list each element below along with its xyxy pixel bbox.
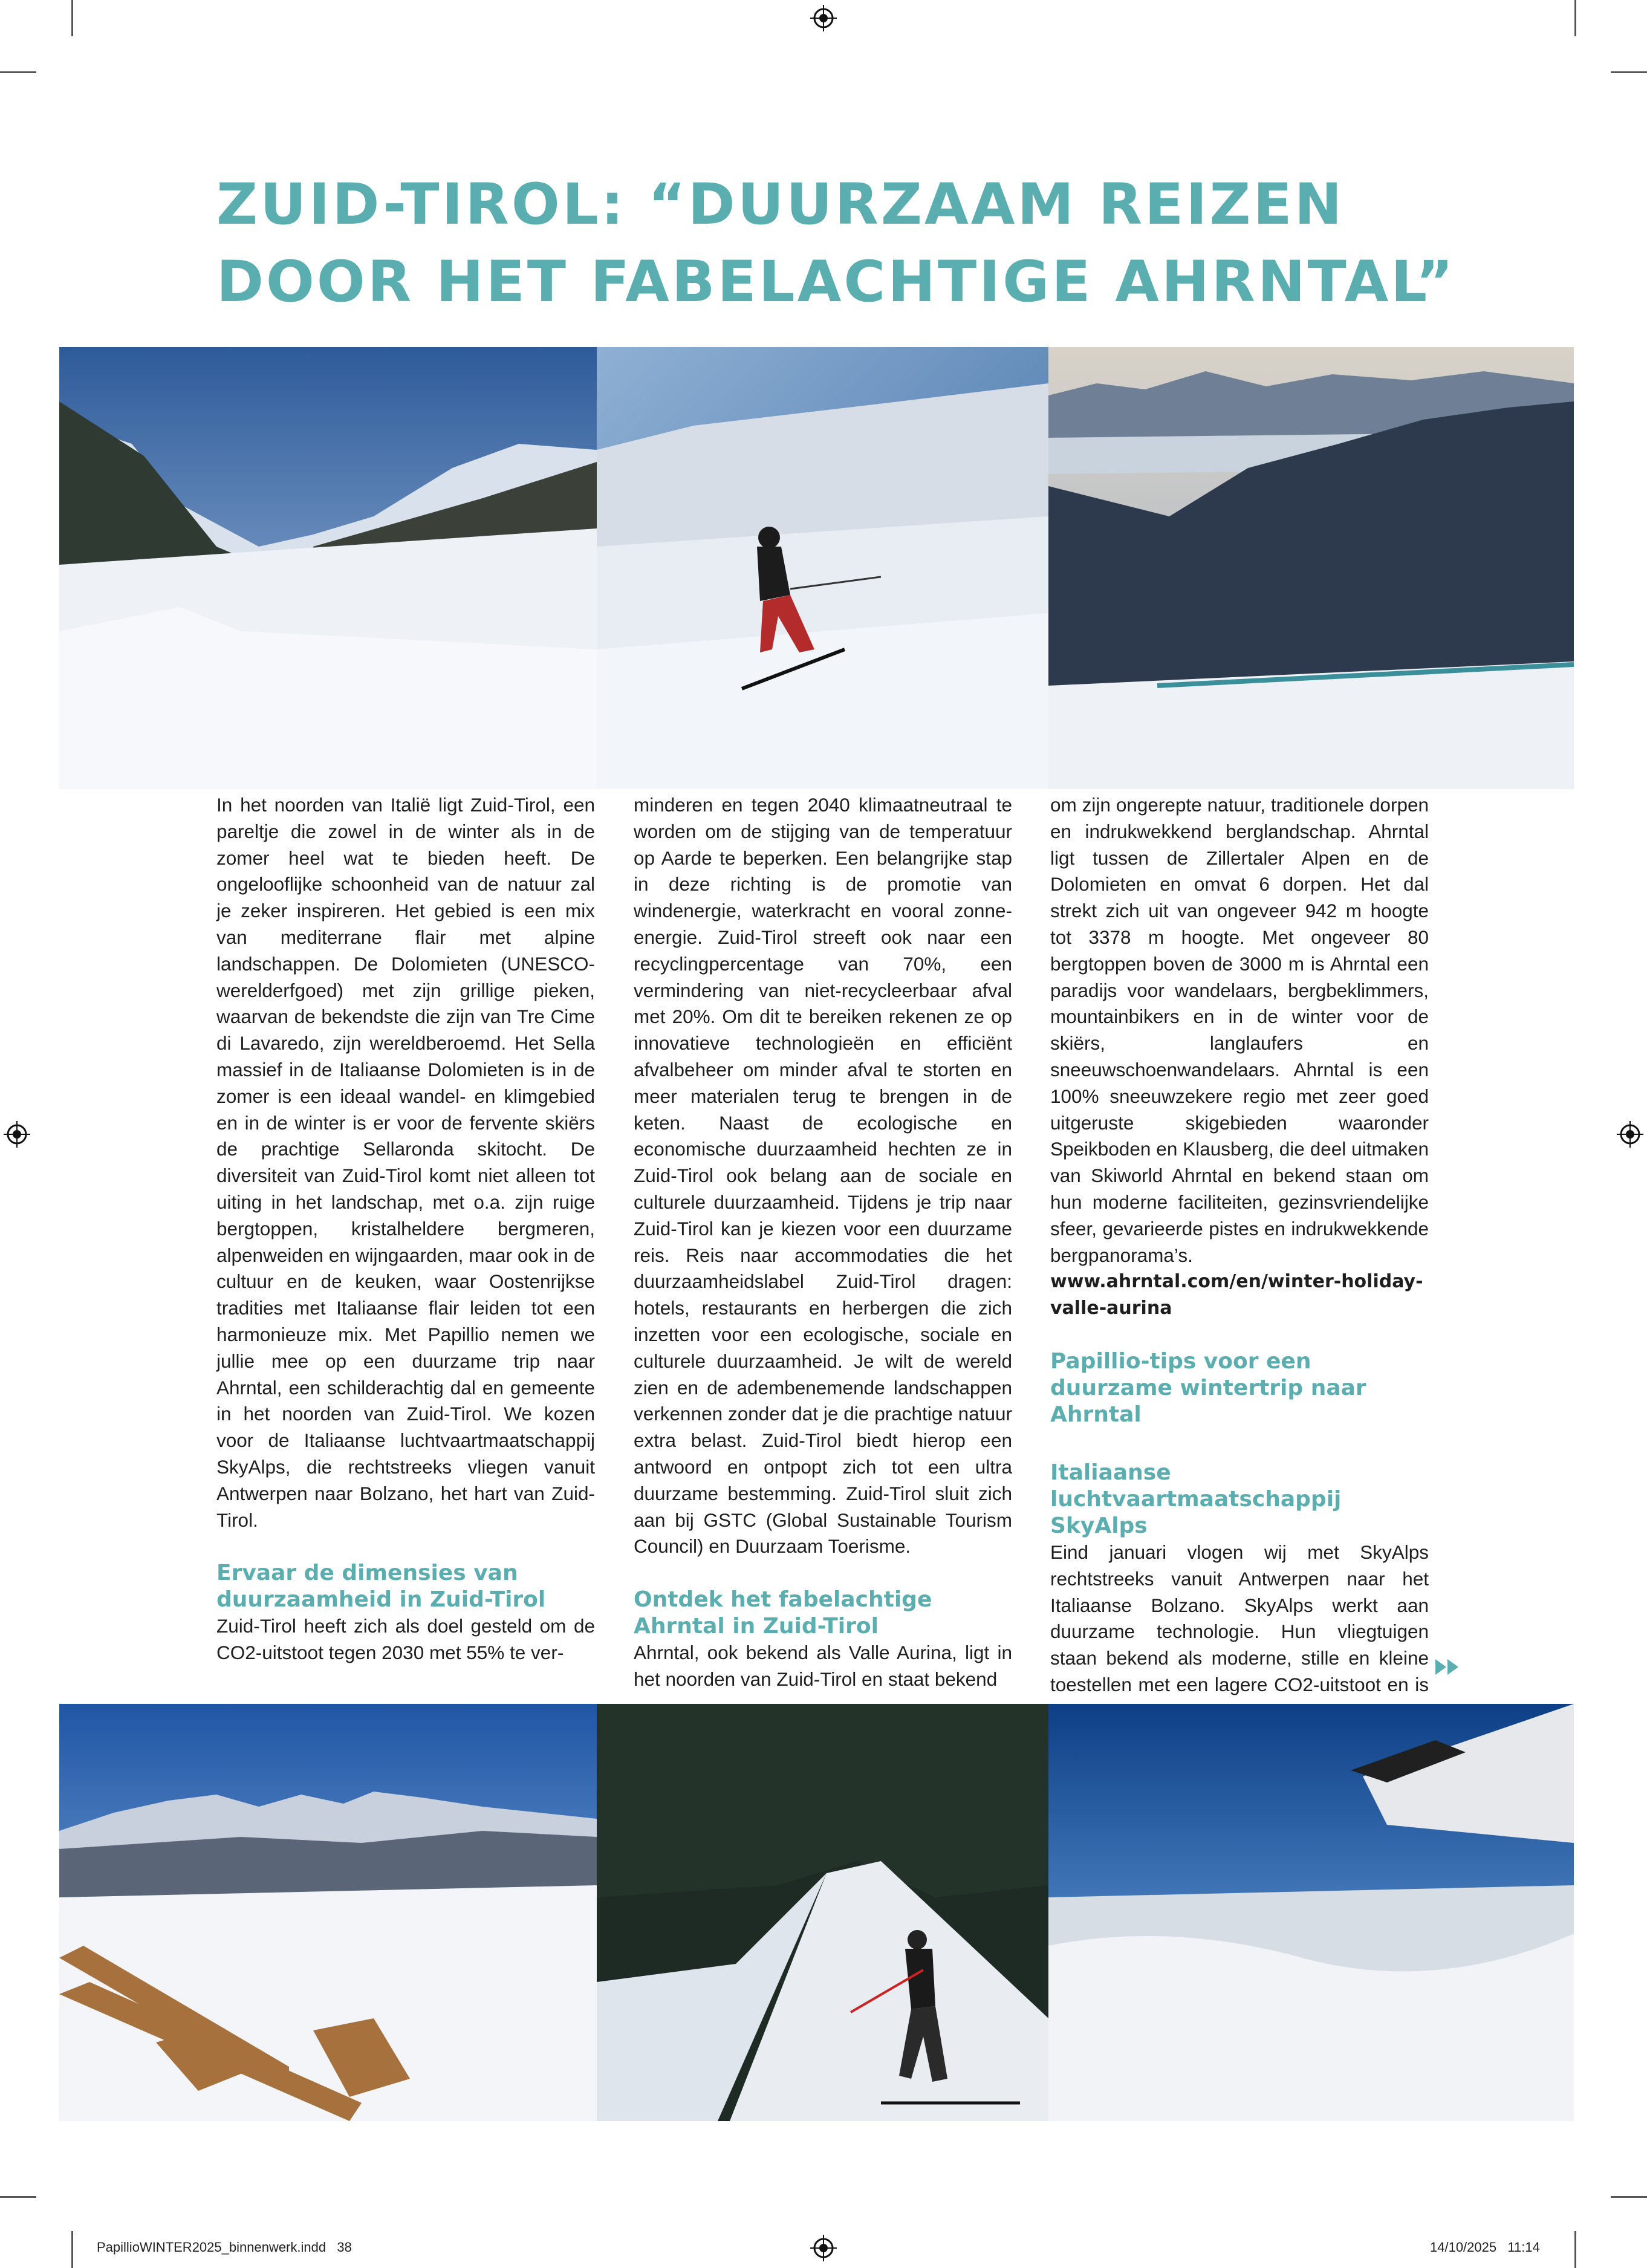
photo-wooden-loungers-on-snow: [59, 1704, 597, 2121]
crop-mark: [0, 71, 36, 73]
footer-file-info: PapillioWINTER2025_binnenwerk.indd 38: [97, 2240, 352, 2255]
text-column-1: [216, 792, 595, 1666]
crop-mark: [1574, 0, 1576, 36]
body-paragraph: Ahrntal, ook bekend als Valle Aurina, ligt in het noorden van Zuid-Tirol en staat bekend: [634, 1642, 1012, 1690]
article-title-line-1: ZUID-TIROL: “DUURZAAM REIZEN: [216, 172, 1345, 238]
crop-mark: [1611, 2196, 1647, 2198]
photo-airplane-wing-above-clouds: [1048, 1704, 1574, 2121]
registration-mark-icon: [810, 5, 837, 31]
double-arrow-right-icon: [1435, 1659, 1460, 1675]
registration-mark-icon: [810, 2235, 837, 2261]
photo-mountain-panorama: [1048, 347, 1574, 789]
registration-mark-icon: [4, 1121, 30, 1148]
crop-mark: [1574, 2231, 1576, 2268]
footer-timestamp: 14/10/2025 11:14: [1430, 2240, 1540, 2255]
crop-mark: [71, 2231, 73, 2268]
section-heading-tips: Papillio-tips voor een duurzame wintertrip naar Ahrntal: [1050, 1348, 1366, 1427]
crop-mark: [0, 2196, 36, 2198]
text-column-2: [634, 792, 1012, 1693]
section-heading-ahrntal: Ontdek het fabelachtige Ahrntal in Zuid-Tirol: [634, 1587, 932, 1639]
article-title-line-2: DOOR HET FABELACHTIGE AHRNTAL”: [216, 249, 1456, 315]
intro-paragraph: In het noorden van Italië ligt Zuid-Tirol, een pareltje die zowel in de winter als in de zomer heel wat te bieden heeft. De ongelooflijke schoonheid van de natuur zal je zeker inspireren. Het gebied is een mix van mediterrane flair met alpine landschappen. De Dolomieten (UNESCO-werelderfgoed) met zijn grillige pieken, waarvan de bekendste die zijn van Tre Cime di Lavaredo, zijn wereldberoemd. Het Sella massief in de Italiaanse Dolomieten is in de zomer is een ideaal wandel- en klimgebied en in de winter is er voor de fervente skiërs de prachtige Sellaronda skitocht. De diversiteit van Zuid-Tirol komt niet alleen tot uiting in het landschap, met o.a. zijn ruige bergtoppen, kristalheldere bergmeren, alpenweiden en wijngaarden, maar ook in de cultuur en de keuken, waar Oostenrijkse tradities met Italiaanse flair leiden tot een harmonieuze mix. Met Papillio nemen we jullie mee op een duurzame trip naar Ahrntal, een schilderachtig dal en gemeente in het noorden van Zuid-Tirol. We kozen voor de Italiaanse luchtvaartmaatschappij SkyAlps, die rechtstreeks vliegen vanuit Antwerpen naar Bolzano, het hart van Zuid-Tirol.: [216, 794, 595, 1531]
body-paragraph: Eind januari vlogen wij met SkyAlps rechtstreeks vanuit Antwerpen naar het Italiaanse Bolzano. SkyAlps werkt aan duurzame technologie. Hun vliegtuigen staan bekend als moderne, stille en kleine toestellen met een lagere CO2-uitstoot en is: [1050, 1541, 1429, 1695]
section-heading-skyalps: Italiaanse luchtvaartmaatschappij SkyAlps: [1050, 1460, 1342, 1538]
crop-mark: [1611, 71, 1647, 73]
body-paragraph: om zijn ongerepte natuur, traditionele dorpen en indrukwekkend berglandschap. Ahrntal ligt tussen de Zillertaler Alpen en de Dolomieten en omvat 6 dorpen. Het dal strekt zich uit van ongeveer 942 m hoogte tot 3378 m hoogte. Met ongeveer 80 bergtoppen boven de 3000 m is Ahrntal een paradijs voor wandelaars, bergbeklimmers, mountainbikers en in de winter voor de skiërs, langlaufers en sneeuwschoenwandelaars. Ahrntal is een 100% sneeuwzekere regio met zeer goed uitgeruste skigebieden waaronder Speikboden en Klausberg, die deel uitmaken van Skiworld Ahrntal en bekend staan om hun moderne faciliteiten, gezinsvriendelijke sfeer, gevarieerde pistes en indrukwekkende bergpanorama’s.: [1050, 794, 1429, 1266]
article-title: [216, 166, 1486, 321]
ahrntal-website-link[interactable]: www.ahrntal.com/en/winter-holiday-valle-aurina: [1050, 1271, 1423, 1319]
photo-skier-on-slope: [597, 347, 1048, 789]
section-heading-sustainability: Ervaar de dimensies van duurzaamheid in Zuid-Tirol: [216, 1561, 546, 1613]
photo-cross-country-skiing: [597, 1704, 1048, 2121]
body-paragraph: Zuid-Tirol heeft zich als doel gesteld om de CO2-uitstoot tegen 2030 met 55% te ver-: [216, 1615, 595, 1664]
crop-mark: [71, 0, 73, 36]
registration-mark-icon: [1617, 1121, 1643, 1148]
photo-snowy-valley: [59, 347, 597, 789]
body-paragraph: minderen en tegen 2040 klimaatneutraal te worden om de stijging van de temperatuur op Aarde te beperken. Een belangrijke stap in deze richting is de promotie van windenergie, waterkracht en vooral zonne-energie. Zuid-Tirol streeft ook naar een recyclingpercentage van 70%, een vermindering van niet-recycleerbaar afval met 20%. Om dit te bereiken rekenen ze op innovatieve technologieën en efficiënt afvalbeheer om minder afval te storten en meer materialen terug te brengen in de keten. Naast de ecologische en economische duurzaamheid hechten ze in Zuid-Tirol ook belang aan de sociale en culturele duurzaamheid. Tijdens je trip naar Zuid-Tirol kan je kiezen voor een duurzame reis. Reis naar accommodaties die het duurzaamheidslabel Zuid-Tirol dragen: hotels, restaurants en herbergen die zich inzetten voor een ecologische, sociale en culturele duurzaamheid. Je wilt de wereld zien en de adembenemende landschappen verkennen zonder dat je die prachtige natuur extra belast. Zuid-Tirol biedt hierop een antwoord en ontpopt zich tot een ultra duurzame bestemming. Zuid-Tirol sluit zich aan bij GSTC (Global Sustainable Tourism Council) en Duurzaam Toerisme.: [634, 794, 1012, 1558]
text-column-3: [1050, 792, 1429, 1778]
